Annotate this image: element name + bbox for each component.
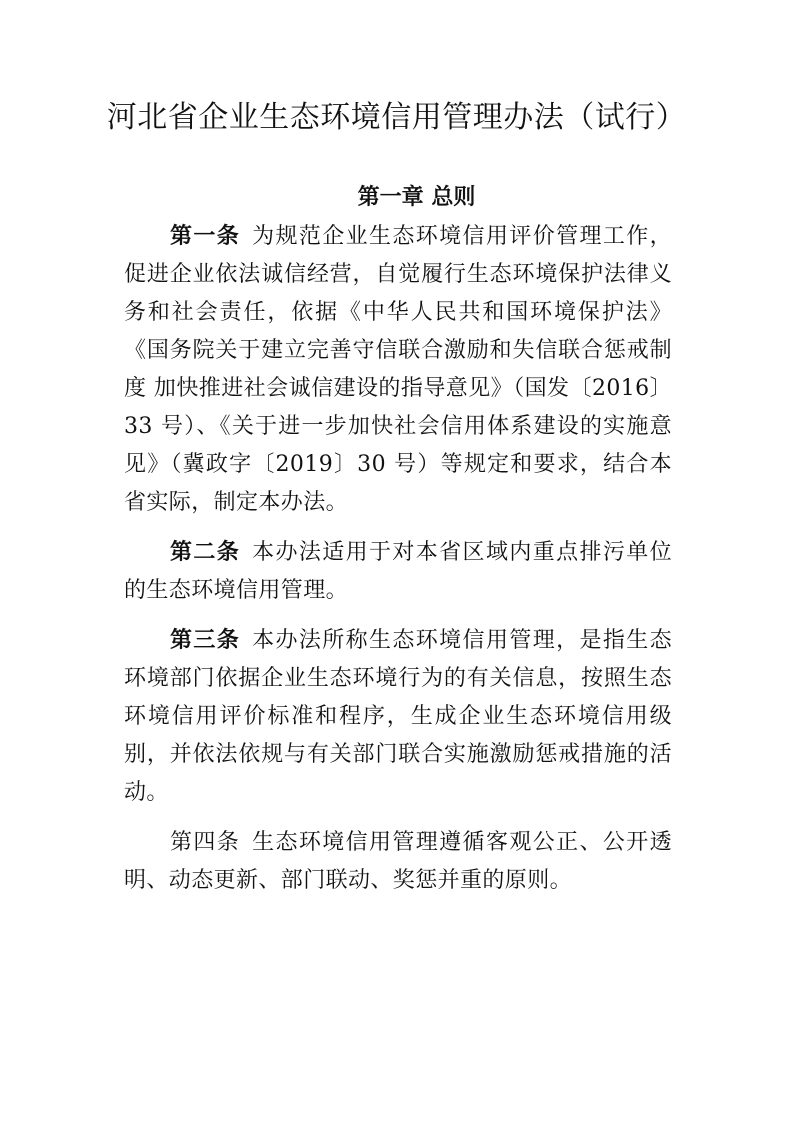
document-body [124, 218, 672, 912]
article-label: 第二条 [170, 540, 241, 565]
article-3 [124, 622, 672, 812]
article-2 [124, 534, 672, 610]
article-label: 第三条 [170, 628, 241, 653]
article-text: 本办法适用于对本省区域内重点排污单位的生态环境信用管理。 [124, 540, 672, 603]
article-text: 生态环境信用管理遵循客观公正、公开透明、动态更新、部门联动、奖惩并重的原则。 [124, 830, 672, 893]
article-4 [124, 824, 672, 900]
article-label: 第一条 [170, 224, 241, 249]
article-text: 本办法所称生态环境信用管理，是指生态环境部门依据企业生态环境行为的有关信息，按照生态环境信用评价标准和程序，生成企业生态环境信用级别，并依法依规与有关部门联合实施激励惩戒措施的活动。 [124, 628, 672, 805]
document-title: 河北省企业生态环境信用管理办法（试行） [106, 100, 687, 135]
chapter-heading: 第一章 总则 [357, 185, 476, 210]
article-1 [124, 218, 672, 522]
article-label: 第四条 [170, 830, 241, 855]
article-text: 为规范企业生态环境信用评价管理工作，促进企业依法诚信经营，自觉履行生态环境保护法律义务和社会责任，依据《中华人民共和国环境保护法》《国务院关于建立完善守信联合激励和失信联合惩戒制度 加快推进社会诚信建设的指导意见》（国发〔2016〕33 号）、《关于进一步加快社会信用体系建设的实施意见》（冀政字〔2019〕30 号）等规定和要求，结合本省实际，制定本办法。 [124, 224, 672, 515]
